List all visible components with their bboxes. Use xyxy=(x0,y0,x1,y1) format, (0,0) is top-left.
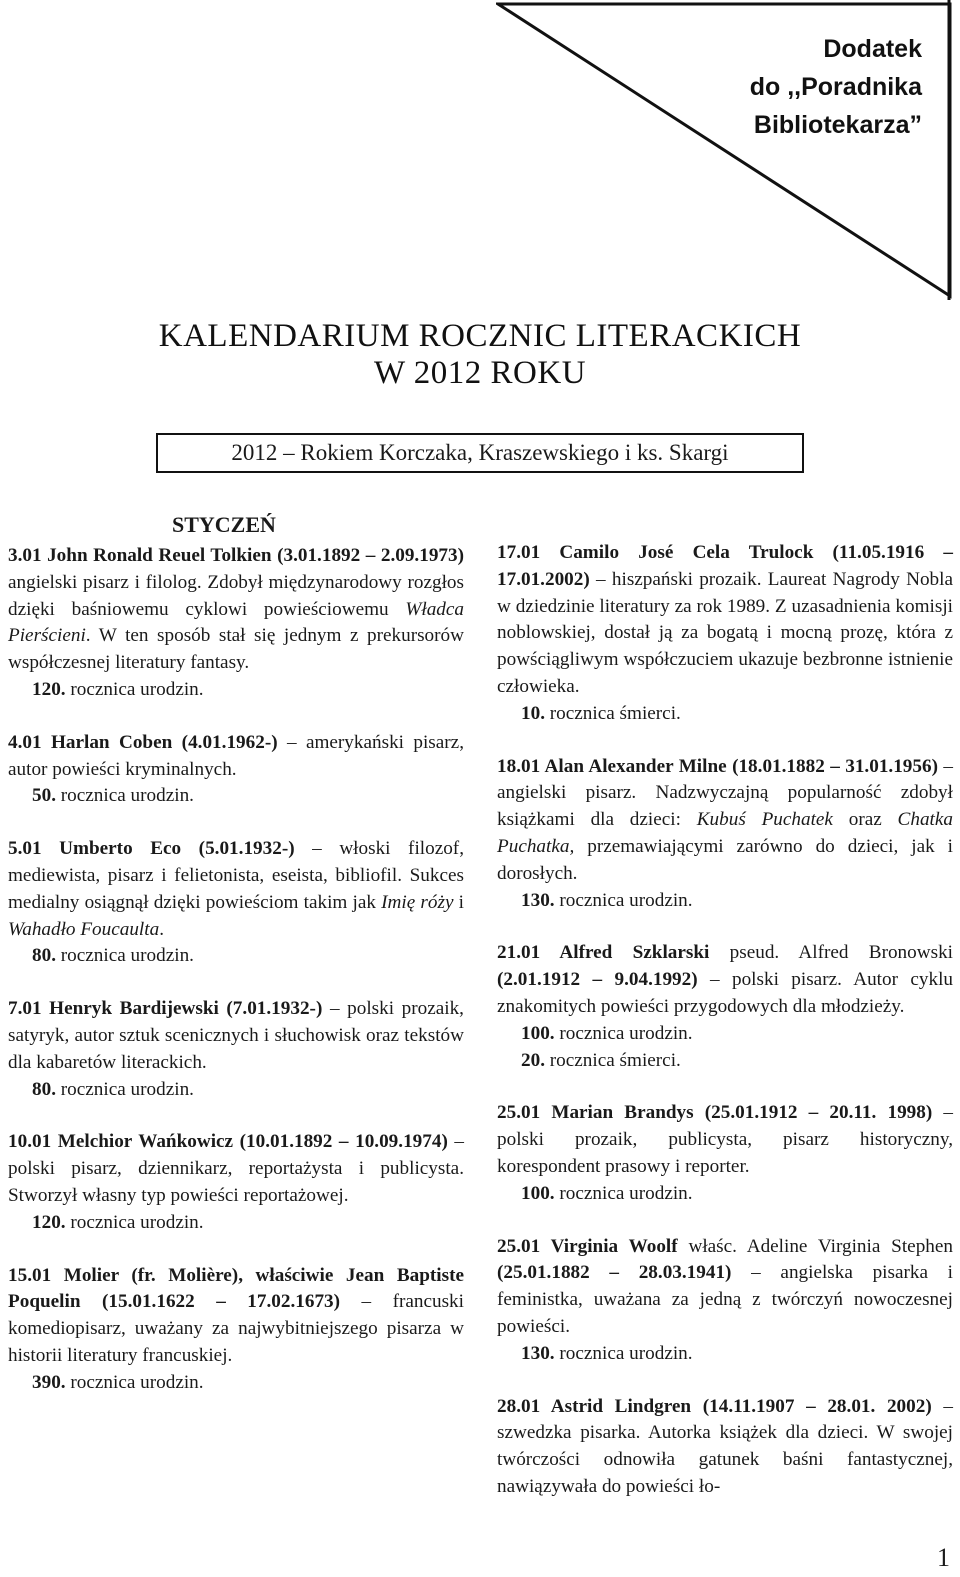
anniversary: 10. rocznica śmierci. xyxy=(521,702,681,724)
entry-head: 10.01 Melchior Wańkowicz (10.01.1892 – 10.09.1974) xyxy=(8,1131,448,1153)
entry-lindgren xyxy=(497,1394,953,1501)
supplement-line-2: do ,,Poradnika xyxy=(749,73,922,101)
left-column xyxy=(8,508,464,1423)
entry-dates: (2.01.1912 – 9.04.1992) xyxy=(497,969,698,991)
anniversary: 80. rocznica urodzin. xyxy=(32,1078,194,1100)
entry-head: 25.01 Marian Brandys (25.01.1912 – 20.11. 1998) xyxy=(497,1102,933,1124)
entry-title: Wahadło Foucaulta xyxy=(8,918,160,940)
entry-head: 4.01 Harlan Coben (4.01.1962-) xyxy=(8,731,278,753)
entry-title: Kubuś Puchatek xyxy=(696,809,833,831)
anniversary: 390. rocznica urodzin. xyxy=(32,1371,204,1393)
entry-text: – polski pisarz, dziennikarz, reportażysta i publicysta. Stworzył własny typ powieści reportażowej. xyxy=(8,1131,464,1206)
entry-text: – szwedzka pisarka. Autorka książek dla dzieci. W swojej twórczości odnowiła gatunek baśni fantastycznej, nawiązywała do powieści ło- xyxy=(497,1395,953,1497)
title-line-1: KALENDARIUM ROCZNIC LITERACKICH xyxy=(158,318,802,354)
entry-text: – polski prozaik, satyryk, autor sztuk scenicznych i słuchowisk oraz tekstów dla kabaretów literackich. xyxy=(8,998,464,1073)
entry-text: – polski prozaik, publicysta, pisarz historyczny, korespondent prasowy i reporter. xyxy=(497,1102,953,1177)
anniversary: 130. rocznica urodzin. xyxy=(521,1342,693,1364)
entry-text: – włoski filozof, mediewista, pisarz i felietonista, eseista, bibliofil. Sukces medialny osiągnął dzięki powieściom takim jak xyxy=(8,838,464,913)
anniversary: 80. rocznica urodzin. xyxy=(32,945,194,967)
entry-cela xyxy=(497,540,953,728)
entry-head: 25.01 Virginia Woolf xyxy=(497,1235,678,1257)
subtitle-box: 2012 – Rokiem Korczaka, Kraszewskiego i ks. Skargi xyxy=(156,433,804,473)
entry-head: 3.01 John Ronald Reuel Tolkien (3.01.1892 – 2.09.1973) xyxy=(8,545,464,566)
anniversary: 20. rocznica śmierci. xyxy=(521,1049,681,1071)
entry-brandys xyxy=(497,1100,953,1207)
anniversary: 120. rocznica urodzin. xyxy=(32,678,204,700)
entry-head: 21.01 Alfred Szklarski xyxy=(497,942,710,964)
entry-dates: (25.01.1882 – 28.03.1941) xyxy=(497,1262,732,1284)
anniversary: 50. rocznica urodzin. xyxy=(32,785,194,807)
entry-head: 15.01 Molier (fr. Molière), właściwie Jean Baptiste Poquelin (15.01.1622 – 17.02.1673) xyxy=(8,1264,464,1313)
entry-tolkien xyxy=(8,543,464,704)
entry-text: pseud. Alfred Bronowski xyxy=(709,942,953,964)
entry-molier xyxy=(8,1263,464,1397)
supplement-line-3: Bibliotekarza” xyxy=(753,111,922,139)
entry-text: – angielski pisarz. Nadzwyczajną popularność zdobył książkami dla dzieci: xyxy=(497,755,953,831)
entry-title: Chatka Puchatka, xyxy=(497,809,953,857)
entry-head: 7.01 Henryk Bardijewski (7.01.1932-) xyxy=(8,998,323,1020)
anniversary: 130. rocznica urodzin. xyxy=(521,889,693,911)
entry-text: – amerykański pisarz, autor powieści kryminalnych. xyxy=(8,731,464,780)
entry-head: 17.01 Camilo José Cela Trulock (11.05.1916 – 17.01.2002) xyxy=(497,542,953,590)
supplement-line-1: Dodatek xyxy=(823,35,922,63)
title-line-2: W 2012 ROKU xyxy=(373,355,587,391)
entry-text: angielski pisarz i filolog. Zdobył międzynarodowy rozgłos dzięki baśniowemu cyklowi powieściowemu xyxy=(8,571,464,620)
entry-milne: 18.01 Alan Alexander Milne (18.01.1882 – 31.01.1956) – angielski pisarz. Nadzwyczajną popularność zdobył książkami dla dzieci: Kubuś Puchatek oraz Chatka Puchatka, przemawiającymi zarówno do dzieci, jak i dorosłych. 130. rocznica urodzin. xyxy=(497,754,953,915)
anniversary: 100. rocznica urodzin. xyxy=(521,1182,693,1204)
entry-coben xyxy=(8,730,464,810)
month-heading: STYCZEŃ xyxy=(172,512,276,537)
entry-text: . W ten sposób stał się jednym z prekursorów współczesnej literatury fantasy. xyxy=(8,625,464,674)
page-title xyxy=(0,318,960,392)
supplement-label xyxy=(750,30,922,144)
right-column xyxy=(497,540,953,1527)
anniversary: 100. rocznica urodzin. xyxy=(521,1022,693,1044)
entry-text: – francuski komediopisarz, uważany za najwybitniejszego pisarza w historii literatury francuskiej. xyxy=(8,1291,464,1366)
entry-text: – hiszpański prozaik. Laureat Nagrody Nobla w dziedzinie literatury za rok 1989. Z uzasadnienia komisji noblowskiej, dostał ją za bogatą i mocną prozę, która z powściągliwym współczuciem ukazuje bezbronne istnienie człowieka. xyxy=(497,568,953,697)
anniversary: 120. rocznica urodzin. xyxy=(32,1211,204,1233)
entry-text: właśc. Adeline Virginia Stephen xyxy=(677,1235,953,1257)
entry-head: 5.01 Umberto Eco (5.01.1932-) xyxy=(8,838,295,860)
entry-title: Władca Pierścieni xyxy=(8,598,464,647)
entry-eco: 5.01 Umberto Eco (5.01.1932-) – włoski filozof, mediewista, pisarz i felietonista, eseista, bibliofil. Sukces medialny osiągnął dzięki powieściom takim jak Imię róży i Wahadło Foucaulta. 80. rocznica urodzin. xyxy=(8,836,464,970)
entry-szklarski: 21.01 Alfred Szklarski pseud. Alfred Bronowski (2.01.1912 – 9.04.1992) – polski pisarz. Autor cyklu znakomitych powieści przygodowych dla młodzieży. 100. rocznica urodzin. 20. rocznica śmierci. xyxy=(497,940,953,1074)
entry-bardijewski xyxy=(8,996,464,1103)
page-number: 1 xyxy=(937,1543,950,1572)
entry-head: 18.01 Alan Alexander Milne (18.01.1882 – 31.01.1956) xyxy=(497,755,938,777)
entry-head: 28.01 Astrid Lindgren (14.11.1907 – 28.01. 2002) xyxy=(497,1395,932,1417)
entry-title: Imię róży xyxy=(381,891,454,913)
supplement-corner xyxy=(496,0,960,300)
entry-woolf: 25.01 Virginia Woolf właśc. Adeline Virginia Stephen (25.01.1882 – 28.03.1941) – angielska pisarka i feministka, uważana za jedną z twórczyń nowoczesnej powieści. 130. rocznica urodzin. xyxy=(497,1234,953,1368)
entry-wankowicz xyxy=(8,1129,464,1236)
